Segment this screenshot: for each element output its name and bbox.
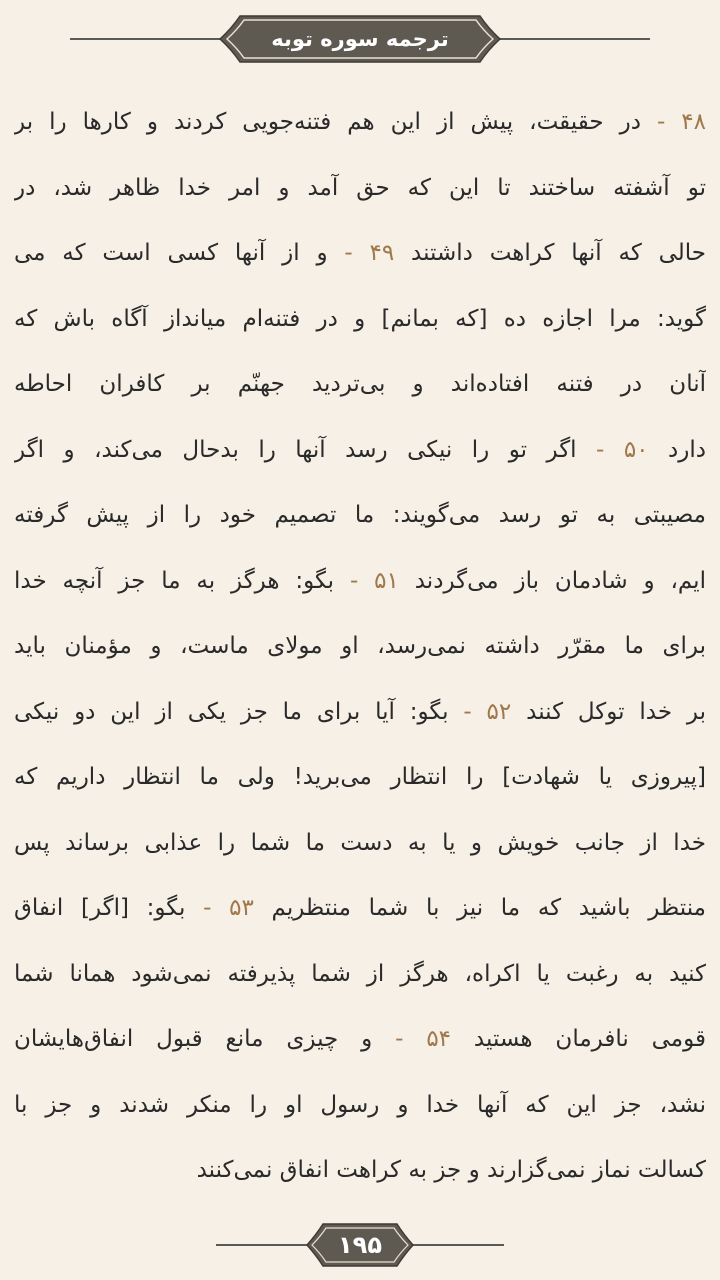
text-segment: قومی نافرمان هستید bbox=[451, 1026, 706, 1052]
text-line bbox=[14, 745, 706, 811]
text-line bbox=[14, 876, 706, 942]
text-segment: بگو: [اگر] انفاق bbox=[14, 895, 204, 921]
text-line bbox=[14, 942, 706, 1008]
verse-number: ۵۰ - bbox=[596, 436, 649, 463]
text-segment: و چیزی مانع قبول انفاق‌هایشان bbox=[14, 1026, 396, 1052]
text-segment: نشد، جز این که آنها خدا و رسول او را منکر شدند و جز با bbox=[14, 1091, 706, 1118]
text-line bbox=[14, 418, 706, 484]
text-segment: بگو: هرگز به ما جز آنچه خدا bbox=[14, 567, 350, 594]
text-segment: گوید: مرا اجازه ده [که بمانم] و در فتنه‌ام میانداز آگاه باش که bbox=[14, 305, 706, 332]
header-divider-right bbox=[490, 38, 650, 40]
text-segment: تو آشفته ساختند تا این که حق آمد و امر خدا ظاهر شد، در bbox=[14, 174, 706, 201]
footer-divider-right bbox=[404, 1244, 504, 1246]
text-line bbox=[14, 1007, 706, 1073]
text-segment: حالی که آنها کراهت داشتند bbox=[394, 240, 706, 266]
header-badge bbox=[218, 14, 502, 64]
text-segment: دارد bbox=[648, 436, 706, 463]
page-number-badge bbox=[305, 1222, 415, 1268]
text-line bbox=[14, 1073, 706, 1139]
text-line bbox=[14, 1138, 706, 1204]
text-line bbox=[14, 614, 706, 680]
header-divider-left bbox=[70, 38, 230, 40]
text-line bbox=[14, 680, 706, 746]
text-segment: کسالت نماز نمی‌گزارند و جز به کراهت انفاق نمی‌کنند bbox=[196, 1157, 706, 1183]
page-title: ترجمه سوره توبه bbox=[271, 27, 449, 51]
text-line bbox=[14, 352, 706, 418]
verse-number: ۴۸ - bbox=[656, 109, 706, 135]
verse-number: ۵۲ - bbox=[463, 698, 512, 725]
text-line bbox=[14, 287, 706, 353]
text-line bbox=[14, 90, 706, 156]
text-line bbox=[14, 221, 706, 287]
page-number: ۱۹۵ bbox=[338, 1231, 382, 1259]
verse-number: ۵۳ - bbox=[203, 895, 254, 921]
text-segment: برای ما مقرّر داشته نمی‌رسد، او مولای ماست، و مؤمنان باید bbox=[14, 633, 706, 659]
text-line bbox=[14, 811, 706, 877]
text-segment: در حقیقت، پیش از این هم فتنه‌جویی کردند و کارها را بر bbox=[14, 109, 657, 135]
text-segment: اگر تو را نیکی رسد آنها را بدحال می‌کند، و اگر bbox=[14, 436, 597, 463]
text-segment: بر خدا توکل کنند bbox=[511, 698, 706, 725]
text-segment: آنان در فتنه افتاده‌اند و بی‌تردید جهنّم بر کافران احاطه bbox=[14, 371, 706, 397]
text-segment: [پیروزی یا شهادت] را انتظار می‌برید! ولی ما انتظار داریم که bbox=[14, 764, 706, 790]
text-line bbox=[14, 156, 706, 222]
text-segment: کنید به رغبت یا اکراه، هرگز از شما پذیرفته نمی‌شود همانا شما bbox=[14, 960, 706, 987]
text-segment: منتظر باشید که ما نیز با شما منتظریم bbox=[253, 895, 706, 921]
verse-number: ۴۹ - bbox=[344, 240, 395, 266]
verse-number: ۵۴ - bbox=[395, 1026, 452, 1052]
text-segment: مصیبتی به تو رسد می‌گویند: ما تصمیم خود را از پیش گرفته bbox=[14, 502, 706, 528]
translation-text bbox=[14, 90, 706, 1204]
text-line bbox=[14, 483, 706, 549]
verse-number: ۵۱ - bbox=[349, 567, 399, 594]
footer-divider-left bbox=[216, 1244, 316, 1246]
text-segment: ایم، و شادمان باز می‌گردند bbox=[398, 567, 706, 594]
text-segment: خدا از جانب خویش و یا به دست ما شما را عذابی برساند پس bbox=[14, 829, 706, 856]
text-segment: و از آنها کسی است که می bbox=[14, 240, 345, 266]
text-segment: بگو: آیا برای ما جز یکی از این دو نیکی bbox=[14, 698, 464, 725]
text-line bbox=[14, 549, 706, 615]
